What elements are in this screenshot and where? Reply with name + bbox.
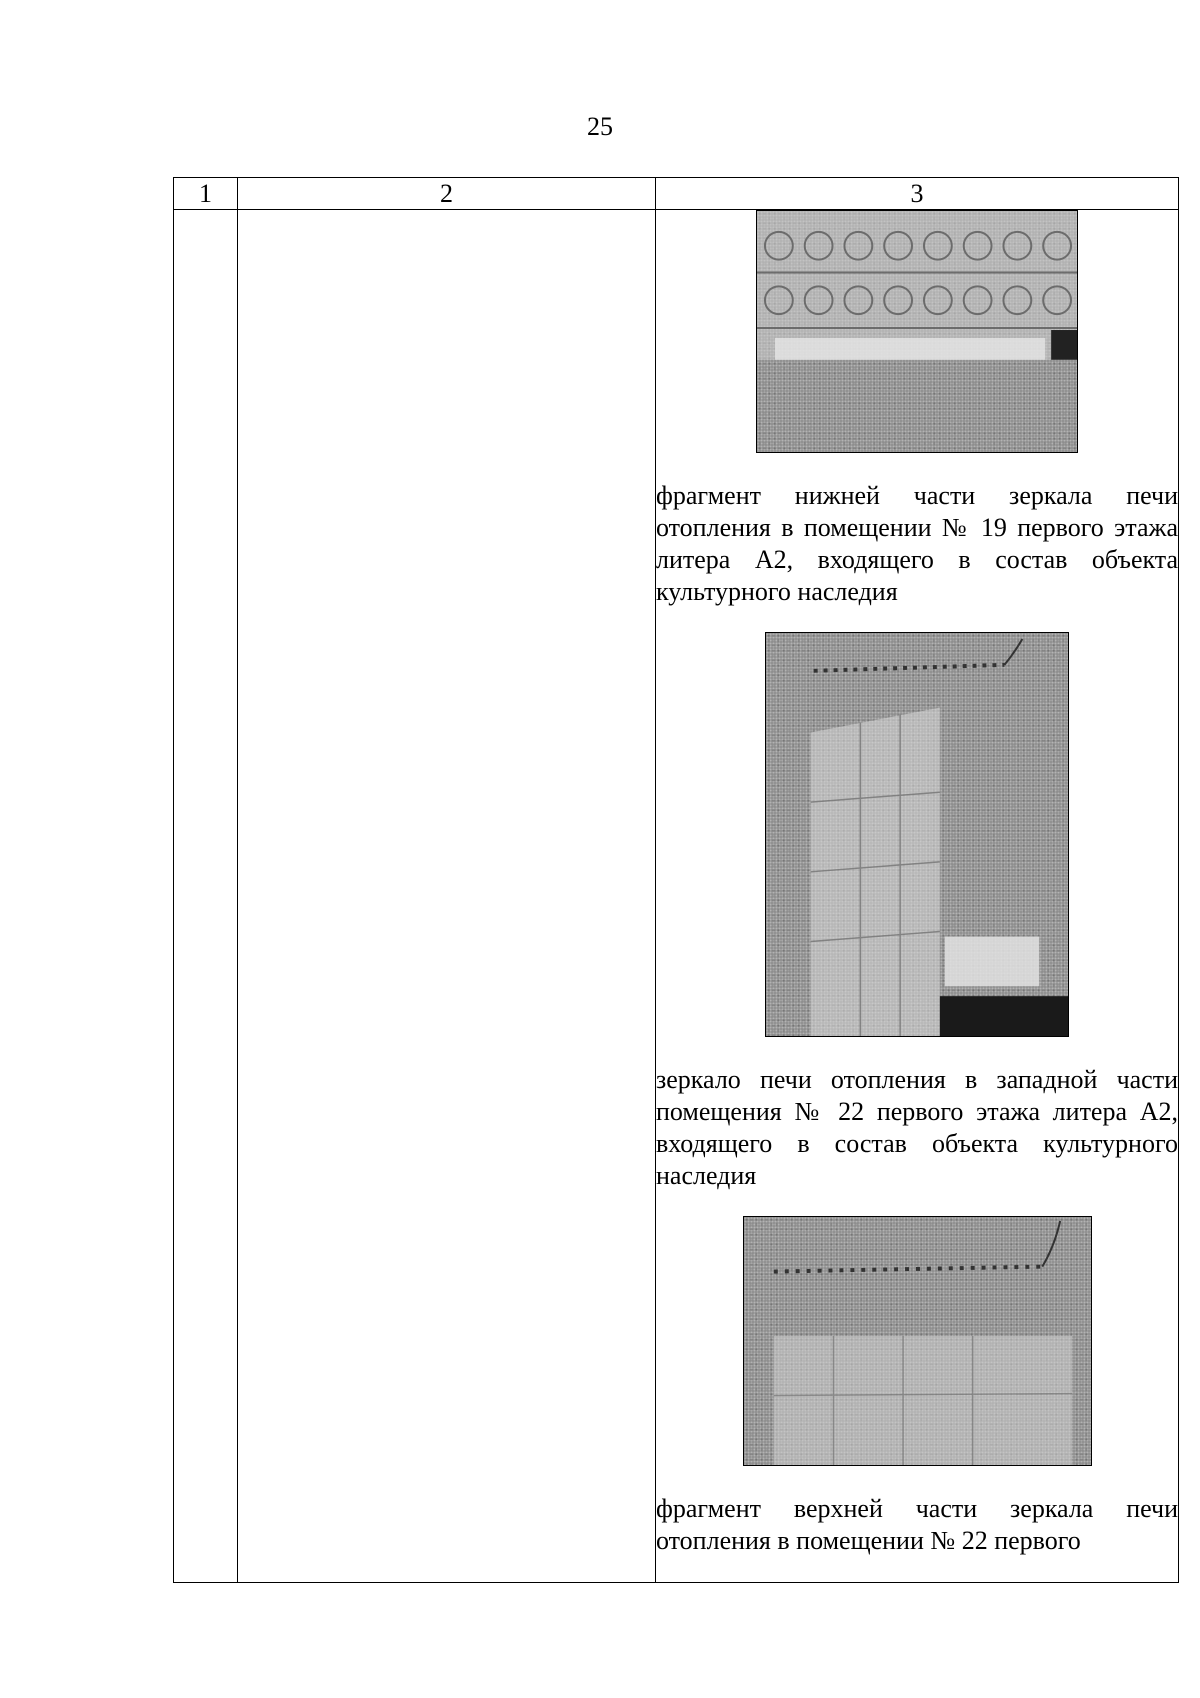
table-header-row [174, 178, 1179, 210]
photo-caption: зеркало печи отопления в западной части помещения № 22 первого этажа литера А2, входящего в состав объекта культурного наследия [656, 1065, 1178, 1190]
stove-tiles-bottom-photo [756, 210, 1078, 453]
header-col-2: 2 [238, 178, 656, 210]
photo-caption: фрагмент верхней части зеркала печи отопления в помещении № 22 первого [656, 1494, 1178, 1555]
cell-col-2 [238, 210, 656, 1583]
table-row [174, 210, 1179, 1583]
stove-tiles-top-photo [743, 1216, 1092, 1466]
photo-caption: фрагмент нижней части зеркала печи отопления в помещении № 19 первого этажа литера А2, входящего в состав объекта культурного наследия [656, 481, 1178, 606]
document-table [173, 177, 1179, 1583]
stove-mirror-west-photo [765, 632, 1069, 1037]
header-col-3: 3 [656, 178, 1179, 210]
header-col-1: 1 [174, 178, 238, 210]
cell-col-3 [656, 210, 1179, 1583]
page-number: 25 [587, 112, 613, 141]
cell-col-1 [174, 210, 238, 1583]
